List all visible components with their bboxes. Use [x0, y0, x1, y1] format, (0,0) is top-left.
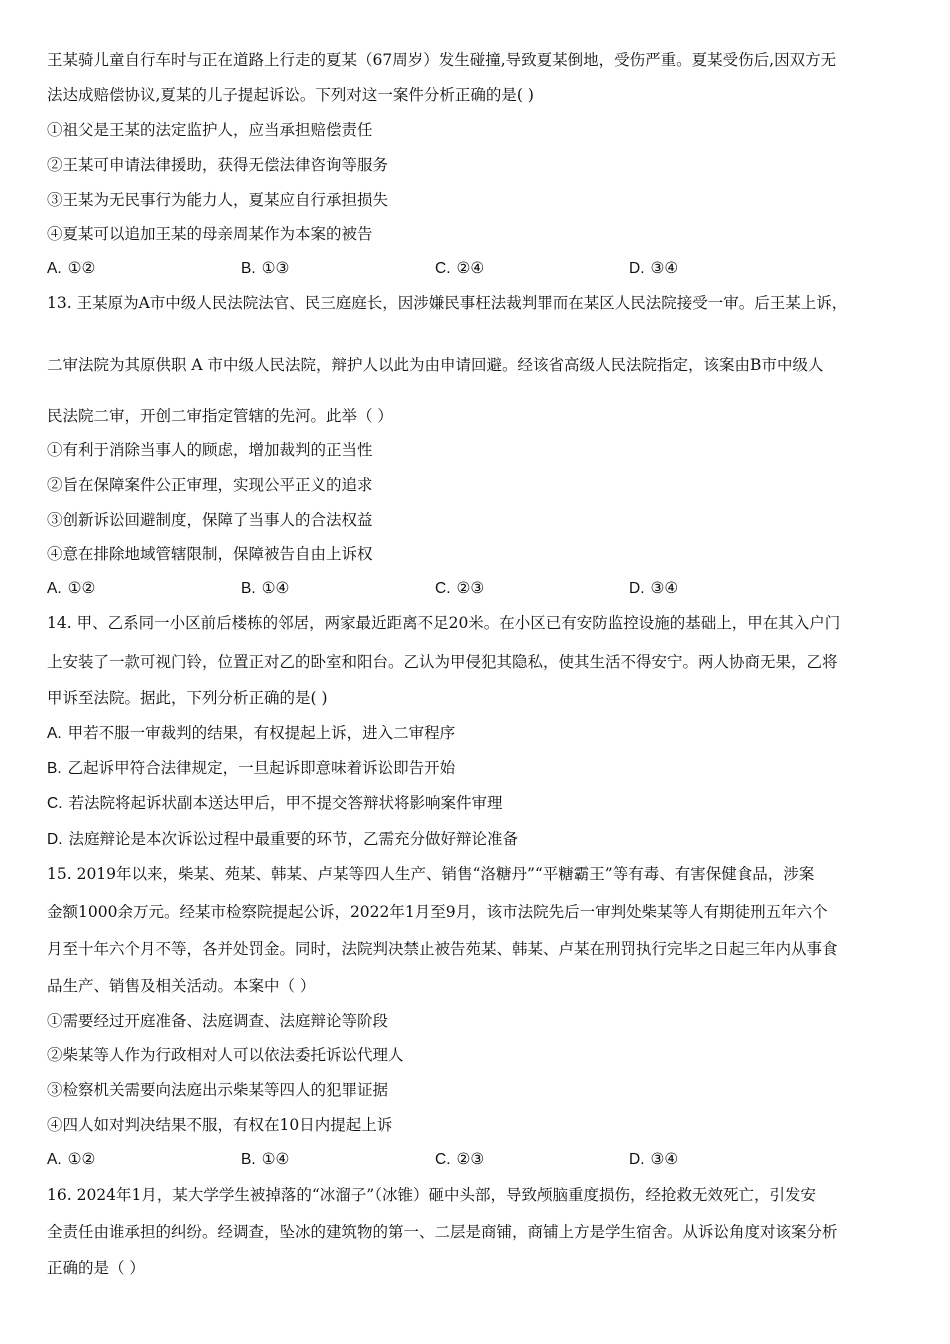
q16-stem-line-1: 16. 2024年1月，某大学学生被掉落的“冰溜子”（冰锥）砸中头部，导致颅脑重度损伤，经抢救无效死亡，引发安	[47, 1186, 816, 1204]
q14-choice-b[interactable]: B. 乙起诉甲符合法律规定，一旦起诉即意味着诉讼即告开始	[47, 759, 456, 777]
q15-stem-line-3: 月至十年六个月不等，各并处罚金。同时，法院判决禁止被告苑某、韩某、卢某在刑罚执行完毕之日起三年内从事食	[47, 940, 838, 958]
q12-item-3: ③王某为无民事行为能力人，夏某应自行承担损失	[47, 191, 389, 209]
q13-option-b[interactable]: B. ①④	[241, 579, 290, 597]
q13-stem-line-2: 二审法院为其原供职 A 市中级人民法院，辩护人以此为由申请回避。经该省高级人民法院指定，该案由B市中级人	[47, 356, 824, 374]
q15-option-d[interactable]: D. ③④	[629, 1150, 679, 1168]
q15-stem-line-1: 15. 2019年以来，柴某、苑某、韩某、卢某等四人生产、销售“洛糖丹”“平糖霸王”等有毒、有害保健食品，涉案	[47, 865, 815, 883]
q13-option-d[interactable]: D. ③④	[629, 579, 679, 597]
q14-choice-c[interactable]: C. 若法院将起诉状副本送达甲后，甲不提交答辩状将影响案件审理	[47, 794, 503, 812]
q13-item-2: ②旨在保障案件公正审理，实现公平正义的追求	[47, 476, 373, 494]
q15-stem-line-4: 品生产、销售及相关活动。本案中（ ）	[47, 977, 316, 995]
q12-option-a[interactable]: A. ①②	[47, 259, 96, 277]
q14-stem-line-2: 上安装了一款可视门铃，位置正对乙的卧室和阳台。乙认为甲侵犯其隐私，使其生活不得安宁。两人协商无果，乙将	[47, 653, 838, 671]
q15-options	[47, 1149, 907, 1169]
q15-option-c[interactable]: C. ②③	[435, 1150, 485, 1168]
q16-stem-line-3: 正确的是（ ）	[47, 1259, 145, 1277]
q13-item-4: ④意在排除地域管辖限制，保障被告自由上诉权	[47, 545, 373, 563]
q15-option-a[interactable]: A. ①②	[47, 1150, 96, 1168]
q12-option-b[interactable]: B. ①③	[241, 259, 290, 277]
q15-item-1: ①需要经过开庭准备、法庭调查、法庭辩论等阶段	[47, 1012, 389, 1030]
q12-option-d[interactable]: D. ③④	[629, 259, 679, 277]
q14-stem-line-1: 14. 甲、乙系同一小区前后楼栋的邻居，两家最近距离不足20米。在小区已有安防监控设施的基础上，甲在其入户门	[47, 614, 841, 632]
q12-item-1: ①祖父是王某的法定监护人，应当承担赔偿责任	[47, 121, 373, 139]
q13-stem-line-1: 13. 王某原为A市中级人民法院法官、民三庭庭长，因涉嫌民事枉法裁判罪而在某区人民法院接受一审。后王某上诉，	[47, 294, 848, 312]
q13-item-3: ③创新诉讼回避制度，保障了当事人的合法权益	[47, 511, 373, 529]
q12-option-c[interactable]: C. ②④	[435, 259, 485, 277]
q16-stem-line-2: 全责任由谁承担的纠纷。经调查，坠冰的建筑物的第一、二层是商铺，商铺上方是学生宿舍。从诉讼角度对该案分析	[47, 1223, 838, 1241]
q12-stem-line-1: 王某骑儿童自行车时与正在道路上行走的夏某（67周岁）发生碰撞,导致夏某倒地，受伤严重。夏某受伤后,因双方无	[47, 51, 837, 69]
q13-item-1: ①有利于消除当事人的顾虑，增加裁判的正当性	[47, 441, 373, 459]
q15-item-4: ④四人如对判决结果不服，有权在10日内提起上诉	[47, 1116, 393, 1134]
q14-choice-a[interactable]: A. 甲若不服一审裁判的结果，有权提起上诉，进入二审程序	[47, 724, 456, 742]
q14-choice-d[interactable]: D. 法庭辩论是本次诉讼过程中最重要的环节，乙需充分做好辩论准备	[47, 830, 519, 848]
q13-options	[47, 578, 907, 598]
q13-stem-line-3: 民法院二审，开创二审指定管辖的先河。此举（ ）	[47, 407, 393, 425]
q15-option-b[interactable]: B. ①④	[241, 1150, 290, 1168]
q12-item-2: ②王某可申请法律援助，获得无偿法律咨询等服务	[47, 156, 389, 174]
q12-item-4: ④夏某可以追加王某的母亲周某作为本案的被告	[47, 225, 373, 243]
q13-option-c[interactable]: C. ②③	[435, 579, 485, 597]
q14-stem-line-3: 甲诉至法院。据此，下列分析正确的是( )	[47, 689, 328, 707]
q12-options	[47, 258, 907, 278]
q15-stem-line-2: 金额1000余万元。经某市检察院提起公诉，2022年1月至9月，该市法院先后一审判处柴某等人有期徒刑五年六个	[47, 903, 828, 921]
q12-stem-line-2: 法达成赔偿协议,夏某的儿子提起诉讼。下列对这一案件分析正确的是( )	[47, 86, 534, 104]
q15-item-2: ②柴某等人作为行政相对人可以依法委托诉讼代理人	[47, 1046, 404, 1064]
q13-option-a[interactable]: A. ①②	[47, 579, 96, 597]
q15-item-3: ③检察机关需要向法庭出示柴某等四人的犯罪证据	[47, 1081, 389, 1099]
